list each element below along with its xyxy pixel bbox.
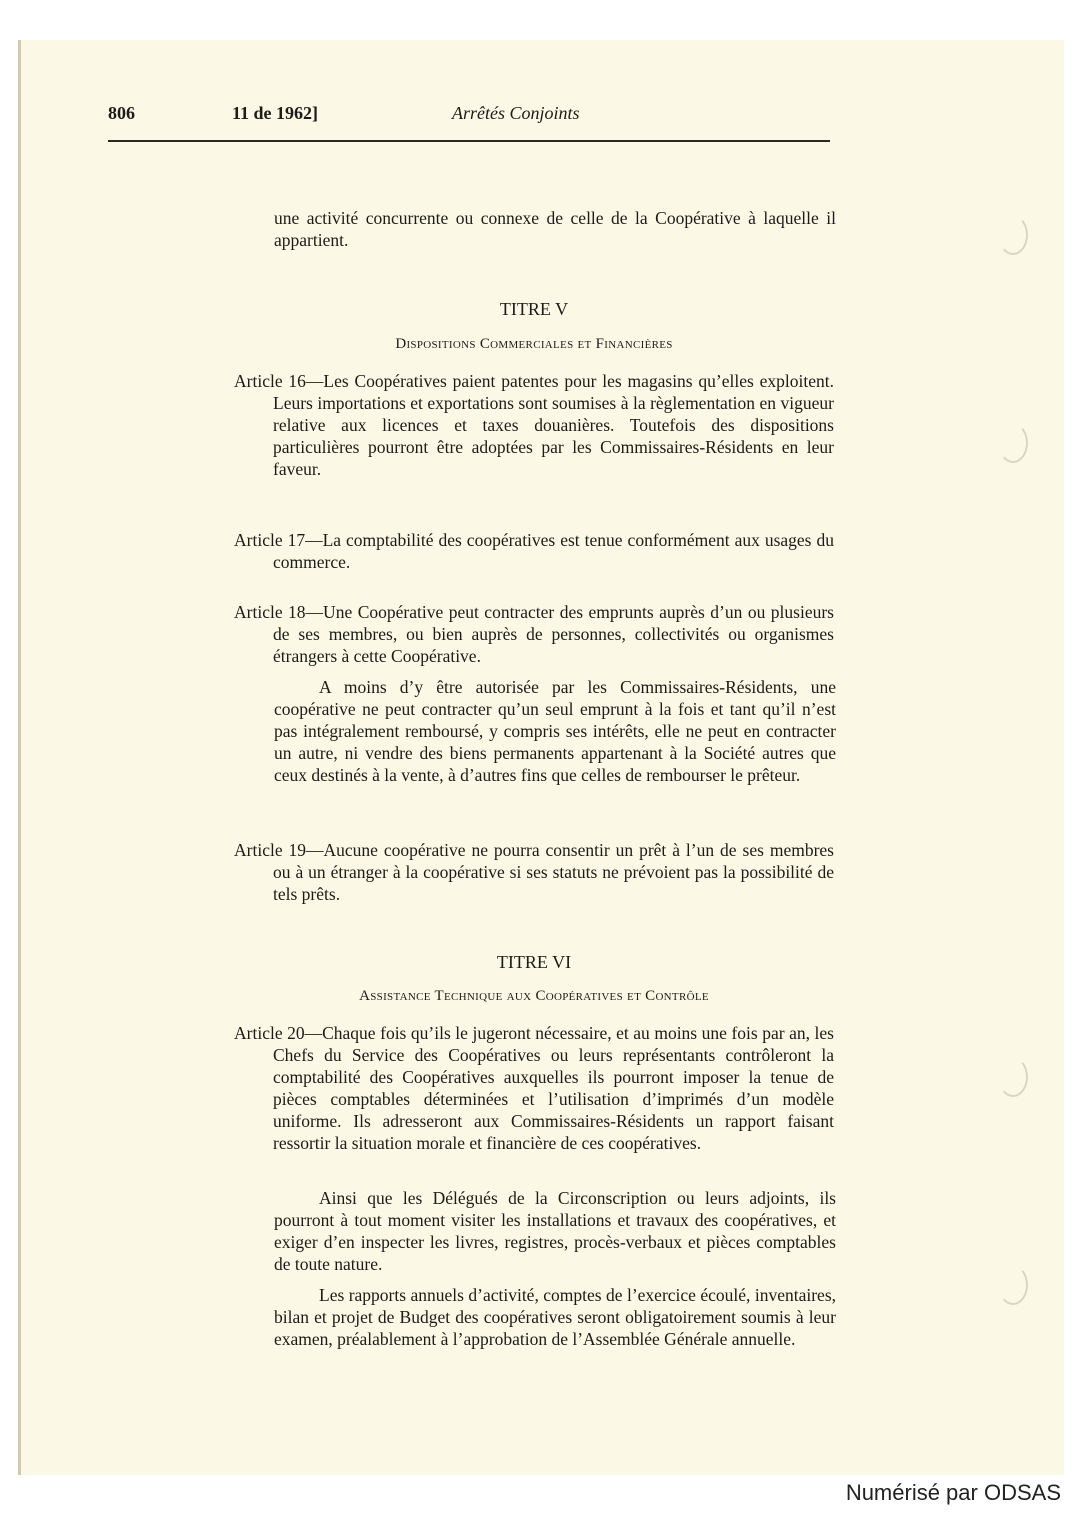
article-20: Article 20—Chaque fois qu’ils le jugeront nécessaire, et au moins une fois par an, les Chefs du Service des Coopératives ou leurs représentants contrôleront la comptabilité des Coopératives auxquelles ils pourront imposer la tenue de pièces comptables déterminées et l’utilisation d’imprimés d’un modèle uniforme. Ils adresseront aux Commissaires-Résidents un rapport faisant ressortir la situation morale et financière de ces coopératives. — [234, 1023, 834, 1153]
page-number: 806 — [108, 103, 135, 123]
titre-vi-subheading: Assistance Technique aux Coopératives et Contrôle — [359, 988, 709, 1004]
header-title: Arrêtés Conjoints — [452, 103, 580, 123]
titre-vi-heading: TITRE VI — [496, 952, 572, 972]
digitization-watermark: Numérisé par ODSAS — [845, 1480, 1061, 1505]
continuation-text: une activité concurrente ou connexe de celle de la Coopérative à laquelle il appartient. — [274, 208, 836, 250]
binder-hole — [998, 1057, 1028, 1097]
article-18-paragraph-2: A moins d’y être autorisée par les Commissaires-Résidents, une coopérative ne peut contracter qu’un seul emprunt à la fois et tant qu’il n’est pas intégralement remboursé, y compris ses intérêts, elle ne peut en contracter un autre, ni vendre des biens permanents appartenant à la Société autres que ceux destinés à la vente, à d’autres fins que celles de rembourser le prêteur. — [274, 677, 836, 785]
binder-hole — [998, 215, 1028, 255]
article-20-paragraph-3: Les rapports annuels d’activité, comptes de l’exercice écoulé, inventaires, bilan et projet de Budget des coopératives seront obligatoirement soumis à leur examen, préalablement à l’approbation de l’Assemblée Générale annuelle. — [274, 1285, 836, 1349]
article-16: Article 16—Les Coopératives paient patentes pour les magasins qu’elles exploitent. Leurs importations et exportations sont soumises à la règlementation en vigueur relative aux licences et taxes douanières. Toutefois des dispositions particulières pourront être adoptées par les Commissaires-Résidents en leur faveur. — [234, 371, 834, 479]
header-rule — [108, 140, 830, 142]
article-20-paragraph-2: Ainsi que les Délégués de la Circonscription ou leurs adjoints, ils pourront à tout moment visiter les installations et travaux des coopératives, et exiger d’en inspecter les livres, registres, procès-verbaux et pièces comptables de toute nature. — [274, 1188, 836, 1274]
binder-hole — [998, 1265, 1028, 1305]
article-18: Article 18—Une Coopérative peut contracter des emprunts auprès d’un ou plusieurs de ses membres, ou bien auprès de personnes, collectivités ou organismes étrangers à cette Coopérative. — [234, 602, 834, 666]
article-19: Article 19—Aucune coopérative ne pourra consentir un prêt à l’un de ses membres ou à un étranger à la coopérative si ses statuts ne prévoient pas la possibilité de tels prêts. — [234, 840, 834, 904]
header-date: 11 de 1962] — [232, 103, 319, 123]
titre-v-heading: TITRE V — [499, 299, 569, 319]
page-header — [108, 103, 830, 133]
article-17: Article 17—La comptabilité des coopératives est tenue conformément aux usages du commerce. — [234, 530, 834, 572]
titre-v-subheading: Dispositions Commerciales et Financières — [395, 336, 673, 352]
binder-hole — [998, 423, 1028, 463]
